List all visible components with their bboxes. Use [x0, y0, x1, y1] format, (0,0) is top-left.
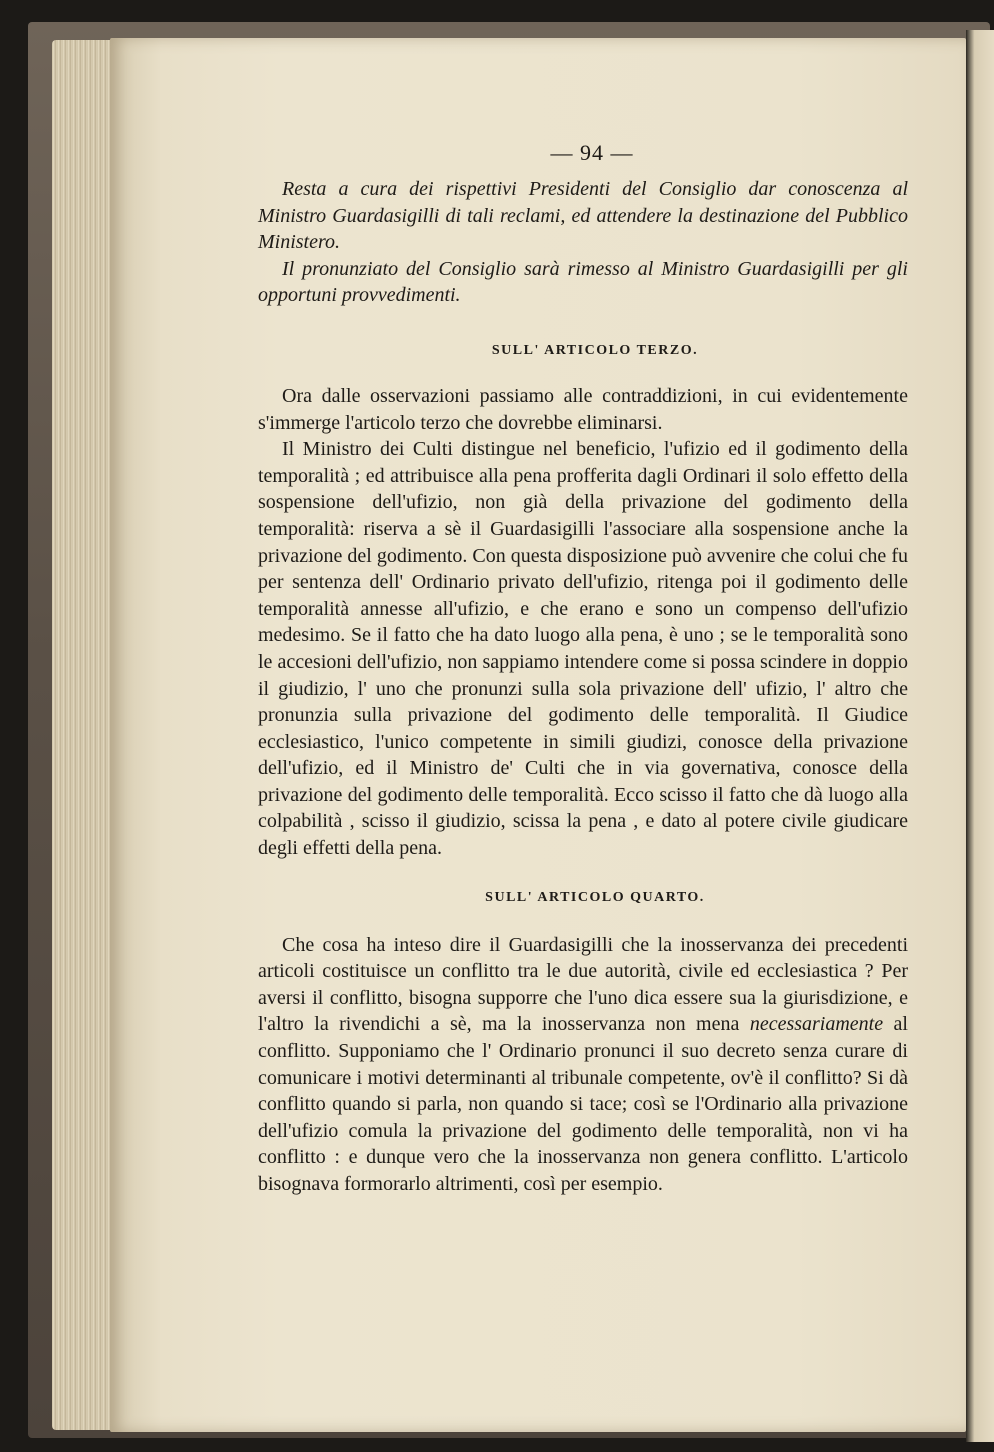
intro-paragraph: Resta a cura dei rispettivi Presidenti del Consiglio dar conoscenza al Ministro Guardasigilli di tali reclami, ed attendere la destinazione del Pubblico Ministero.: [258, 178, 908, 254]
emphasized-word: necessariamente: [749, 1013, 884, 1036]
section-heading-article-four: SULL' ARTICOLO QUARTO.: [485, 889, 705, 905]
intro-paragraph: Il pronunziato del Consiglio sarà rimesso al Ministro Guardasigilli per gli opportuni provvedimenti.: [258, 257, 908, 307]
paragraph-text: Che cosa ha inteso dire il Guardasigilli che la inosservanza dei precedenti articoli costituisce un conflitto tra le due autorità, civile ed ecclesiastica ? Per aversi il conflitto, bisogna supporre che l'uno dica essere sua la giurisdizione, e l'altro la rivendichi a sè, ma la inosservanza non mena: [258, 933, 908, 1036]
page-number: — 94 —: [550, 140, 634, 165]
section-heading-article-three: SULL' ARTICOLO TERZO.: [491, 342, 699, 358]
body-paragraph: Il Ministro dei Culti distingue nel beneficio, l'ufizio ed il godimento della temporalità ; ed attribuisce alla pena profferita dagli Ordinari il solo effetto della sospensione dell'ufizio, non già della privazione del godimento della temporalità: riserva a sè il Guardasigilli l'associare alla sospensione anche la privazione del godimento. Con questa disposizione può avvenire che colui che fu per sentenza dell' Ordinario privato dell'ufizio, ritenga poi il godimento delle temporalità annesse all'ufizio, e che erano e sono un compenso dell'ufizio medesimo. Se il fatto che ha dato luogo alla pena, è uno ; se le temporalità sono le accesioni dell'ufizio, non sappiamo intendere come si possa scindere in doppio il giudizio, l' uno che pronunzi sulla sola privazione dell' ufizio, l' altro che pronunzia sulla privazione del godimento delle temporalità. Il Giudice ecclesiastico, l'unico competente in simili giudizi, conosce della privazione dell'ufizio, ed il Ministro de' Culti che in via governativa, conosce della privazione del godimento delle temporalità. Ecco scisso il fatto che dà luogo alla colpabilità , scisso il giudizio, scissa la pena , e dato al potere civile giudicare degli effetti della pena.: [258, 438, 908, 860]
paragraph-text: al conflitto. Supponiamo che l' Ordinario pronunci il suo decreto senza curare di comunicare i motivi determinanti al tribunale competente, ov'è il conflitto? Si dà conflitto quando si parla, non quando si tace; così se l'Ordinario alla privazione dell'ufizio comula la privazione del godimento delle temporalità, non vi ha conflitto : e dunque vero che la inosservanza non genera conflitto. L'articolo bisognava formorarlo altrimenti, così per esempio.: [258, 1013, 908, 1195]
body-paragraph: Ora dalle osservazioni passiamo alle contraddizioni, in cui evidentemente s'immerge l'articolo terzo che dovrebbe eliminarsi.: [258, 384, 908, 434]
page-text: [258, 140, 908, 1198]
facing-page-edge: [966, 30, 994, 1442]
body-paragraph: [258, 932, 908, 1198]
